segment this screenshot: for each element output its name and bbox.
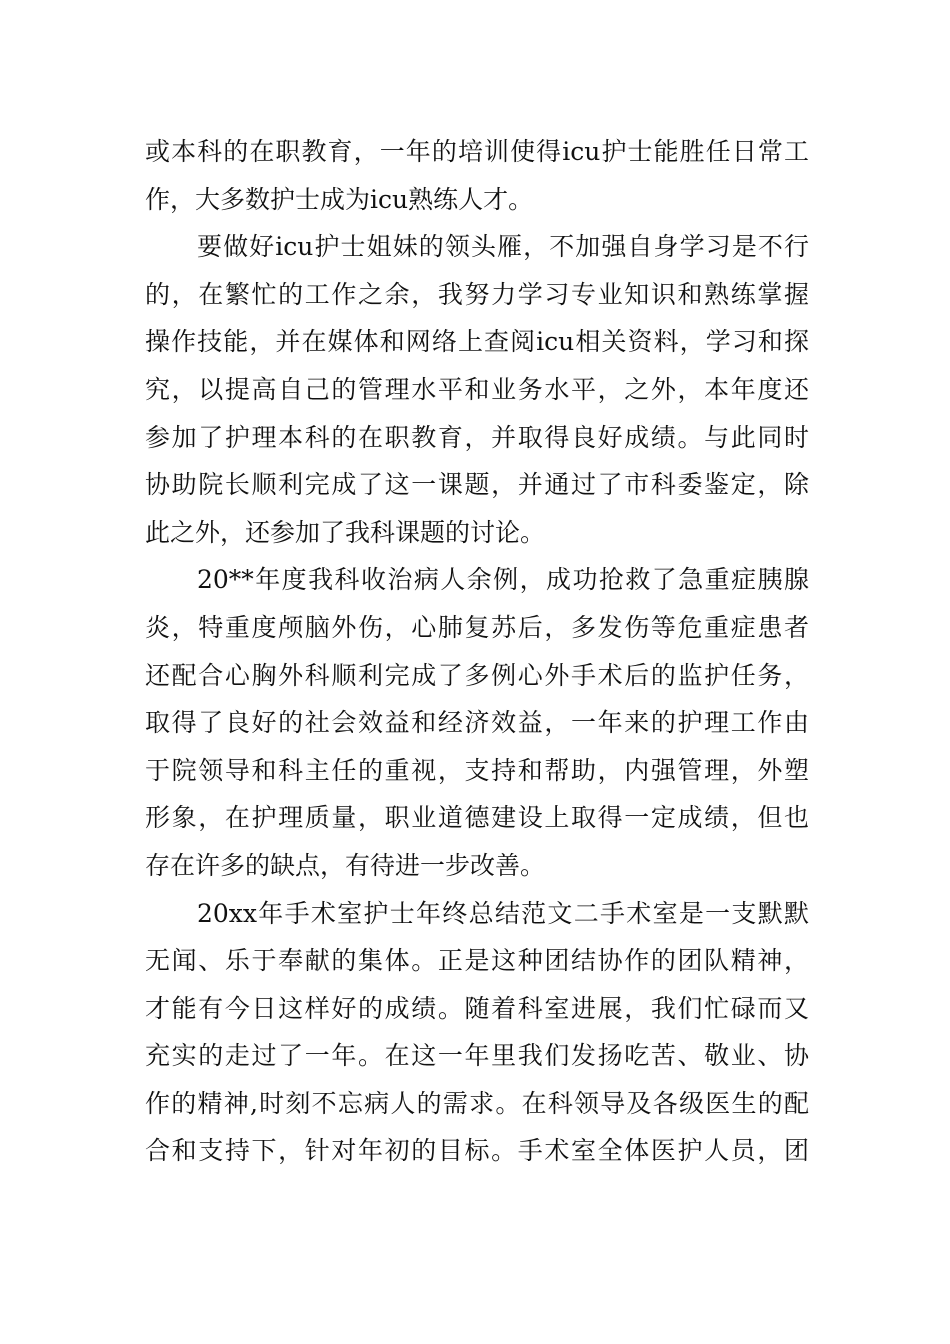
paragraph-start-line: 20**年度我科收治病人余例，成功抢救了急重症胰腺 bbox=[197, 565, 809, 595]
body-text bbox=[145, 128, 809, 1175]
text-line: 此之外，还参加了我科课题的讨论。 bbox=[145, 517, 546, 547]
text-line: 究，以提高自己的管理水平和业务水平，之外，本年度还 bbox=[145, 374, 809, 404]
text-line: 存在许多的缺点，有待进一步改善。 bbox=[145, 850, 546, 880]
text-line: 作，大多数护士成为icu熟练人才。 bbox=[145, 184, 534, 214]
text-line: 才能有今日这样好的成绩。随着科室进展，我们忙碌而又 bbox=[145, 993, 809, 1023]
text-line: 或本科的在职教育，一年的培训使得icu护士能胜任日常工 bbox=[145, 137, 809, 166]
text-line: 合和支持下，针对年初的目标。手术室全体医护人员，团 bbox=[145, 1136, 809, 1166]
text-line: 形象，在护理质量，职业道德建设上取得一定成绩，但也 bbox=[145, 803, 809, 833]
text-line: 取得了良好的社会效益和经济效益，一年来的护理工作由 bbox=[145, 708, 809, 738]
text-line: 于院领导和科主任的重视，支持和帮助，内强管理，外塑 bbox=[145, 755, 809, 785]
text-line: 炎，特重度颅脑外伤，心肺复苏后，多发伤等危重症患者 bbox=[145, 612, 809, 642]
text-line: 参加了护理本科的在职教育，并取得良好成绩。与此同时 bbox=[145, 422, 809, 452]
paragraph-start-line: 要做好icu护士姐妹的领头雁，不加强自身学习是不行 bbox=[197, 232, 809, 262]
text-line: 作的精神,时刻不忘病人的需求。在科领导及各级医生的配 bbox=[145, 1088, 809, 1118]
text-line: 协助院长顺利完成了这一课题，并通过了市科委鉴定，除 bbox=[145, 470, 809, 500]
text-line: 操作技能，并在媒体和网络上查阅icu相关资料，学习和探 bbox=[145, 327, 809, 357]
text-line: 无闻、乐于奉献的集体。正是这种团结协作的团队精神， bbox=[145, 946, 809, 976]
paragraph-start-line: 20xx年手术室护士年终总结范文二手术室是一支默默 bbox=[197, 898, 809, 928]
text-line: 还配合心胸外科顺利完成了多例心外手术后的监护任务， bbox=[145, 660, 809, 690]
text-line: 充实的走过了一年。在这一年里我们发扬吃苦、敬业、协 bbox=[145, 1041, 809, 1071]
text-line: 的，在繁忙的工作之余，我努力学习专业知识和熟练掌握 bbox=[145, 279, 809, 309]
